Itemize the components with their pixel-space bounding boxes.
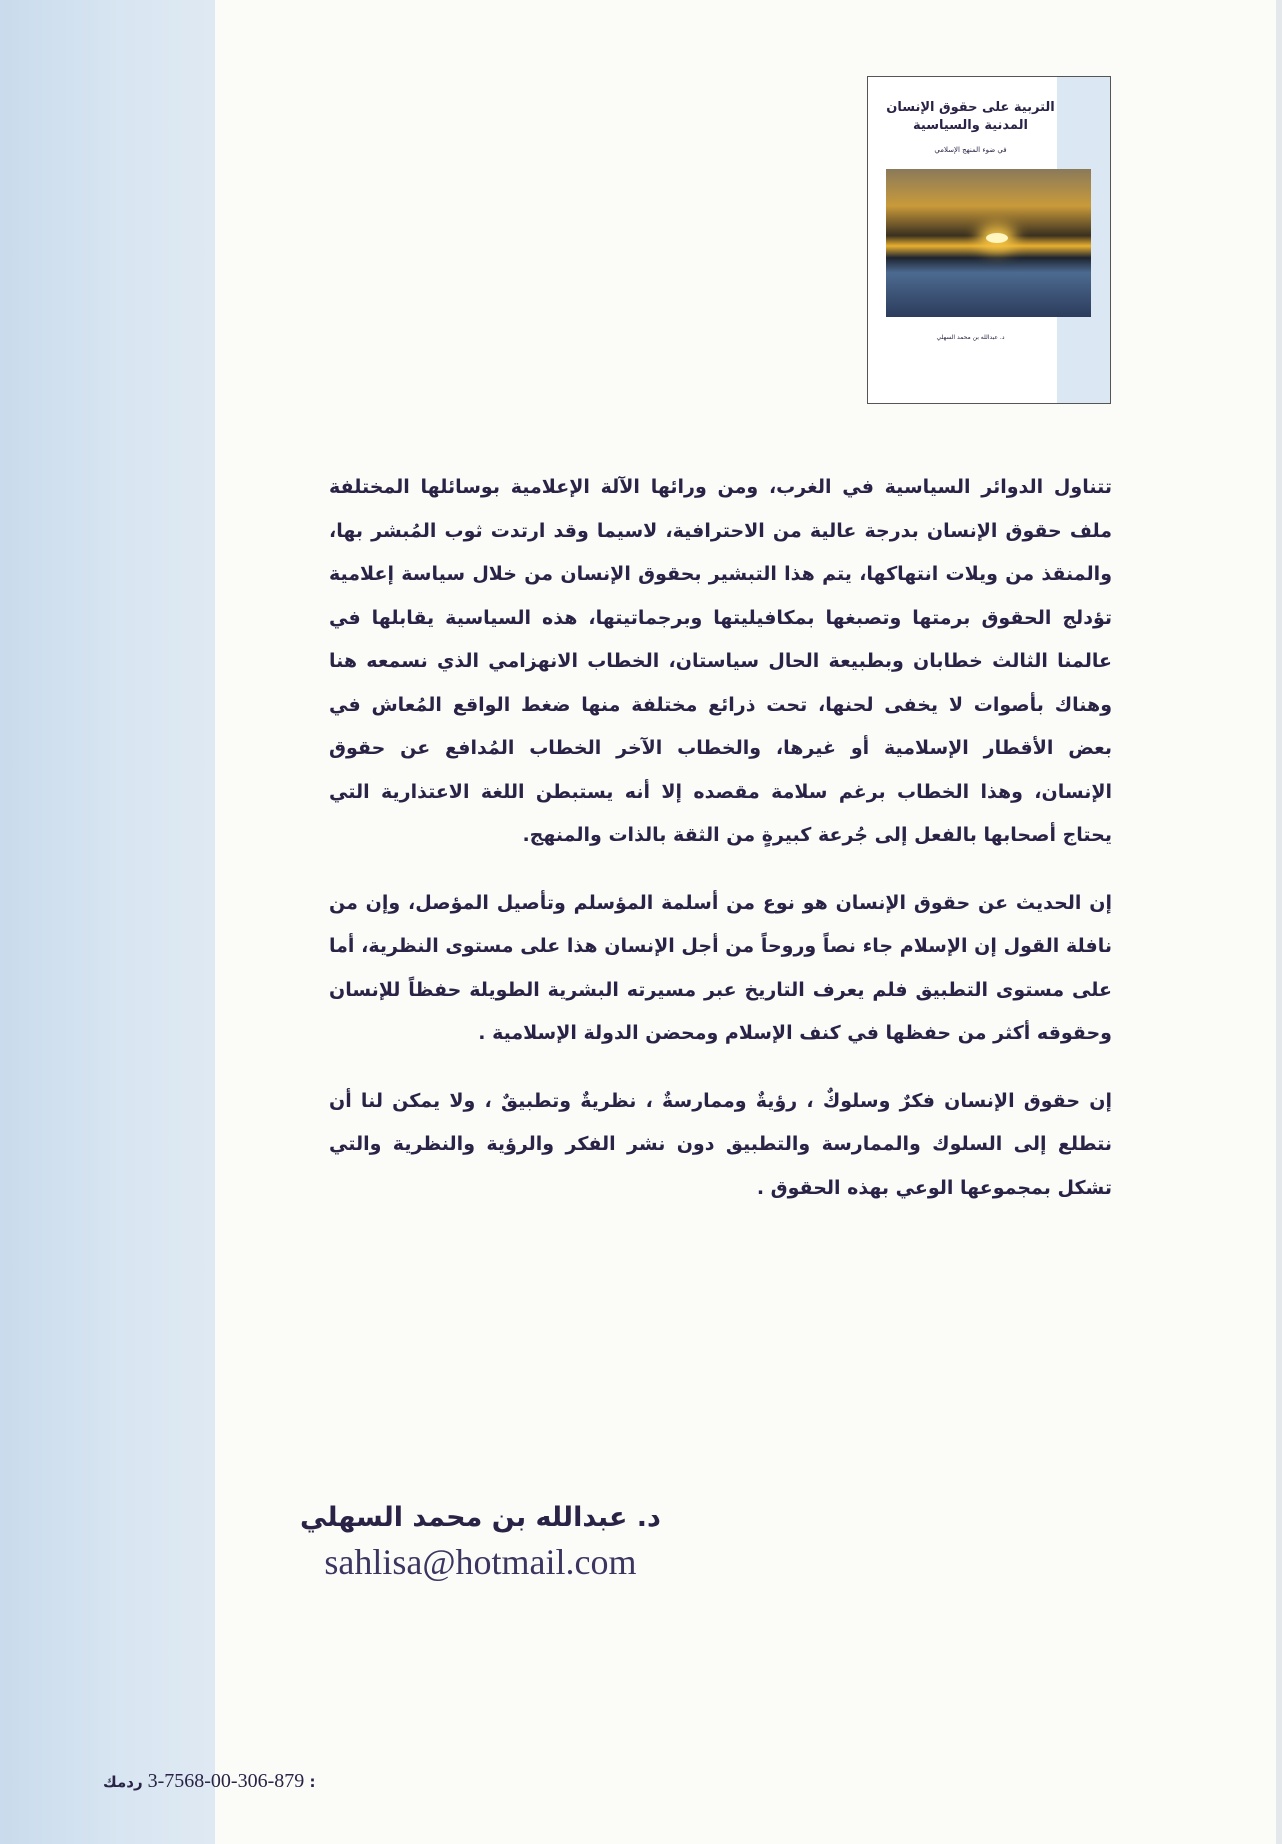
blurb-text [329,466,1112,1234]
blue-spine-strip [0,0,215,1844]
author-name: د. عبدالله بن محمد السهلي [300,1502,661,1533]
author-email: sahlisa@hotmail.com [324,1542,637,1582]
thumbnail-subtitle: في ضوء المنهج الإسلامي [934,146,1007,154]
blurb-paragraph-3: إن حقوق الإنسان فكرٌ وسلوكٌ ، رؤيةٌ وممارسةٌ ، نظريةٌ وتطبيقٌ ، ولا يمكن لنا أن نتطلع إلى السلوك والممارسة والتطبيق دون نشر الفكر والرؤية والنظرية والتي تشكل بمجموعها الوعي بهذه الحقوق . [329,1089,1112,1199]
sunset-photo [886,169,1091,317]
blurb-paragraph-1: تتناول الدوائر السياسية في الغرب، ومن ورائها الآلة الإعلامية بوسائلها المختلفة ملف حقوق الإنسان بدرجة عالية من الاحترافية، لاسيما وقد ارتدت ثوب المُبشر بها، والمنقذ من ويلات انتهاكها، يتم هذا التبشير بحقوق الإنسان من خلال سياسة إعلامية تؤدلج الحقوق برمتها وتصبغها بمكافيليتها وبرجماتيتها، هذه السياسية يقابلها في عالمنا الثالث خطابان وبطبيعة الحال سياستان، الخطاب الانهزامي الذي نسمعه هنا وهناك بأصوات لا يخفى لحنها، تحت ذرائع مختلفة منها ضغط الواقع المُعاش في بعض الأقطار الإسلامية أو غيرها، والخطاب الآخر الخطاب المُدافع عن حقوق الإنسان، وهذا الخطاب برغم سلامة مقصده إلا أنه يستبطن اللغة الاعتذارية التي يحتاج أصحابها بالفعل إلى جُرعة كبيرةٍ من الثقة بالذات والمنهج. [329,476,1112,846]
page-edge [1276,0,1282,1844]
author-signature [300,1500,661,1584]
isbn-label: ردمك : [103,1773,316,1791]
front-cover-thumbnail [867,76,1111,404]
blurb-paragraph-2: إن الحديث عن حقوق الإنسان هو نوع من أسلمة المؤسلم وتأصيل المؤصل، وإن من نافلة القول إن الإسلام جاء نصاً وروحاً من أجل الإنسان هذا على مستوى النظرية، أما على مستوى التطبيق فلم يعرف التاريخ عبر مسيرته البشرية الطويلة حفظاً للإنسان وحقوقه أكثر من حفظها في كنف الإسلام ومحضن الدولة الإسلامية . [329,891,1112,1044]
thumbnail-title: التربية على حقوق الإنسان المدنية والسياسية [886,100,1055,133]
isbn-number: 978-603-00-8657-3 [147,1770,305,1792]
thumbnail-author: د. عبدالله بن محمد السهلي [936,334,1005,341]
isbn [103,1770,315,1793]
sun [986,233,1008,243]
